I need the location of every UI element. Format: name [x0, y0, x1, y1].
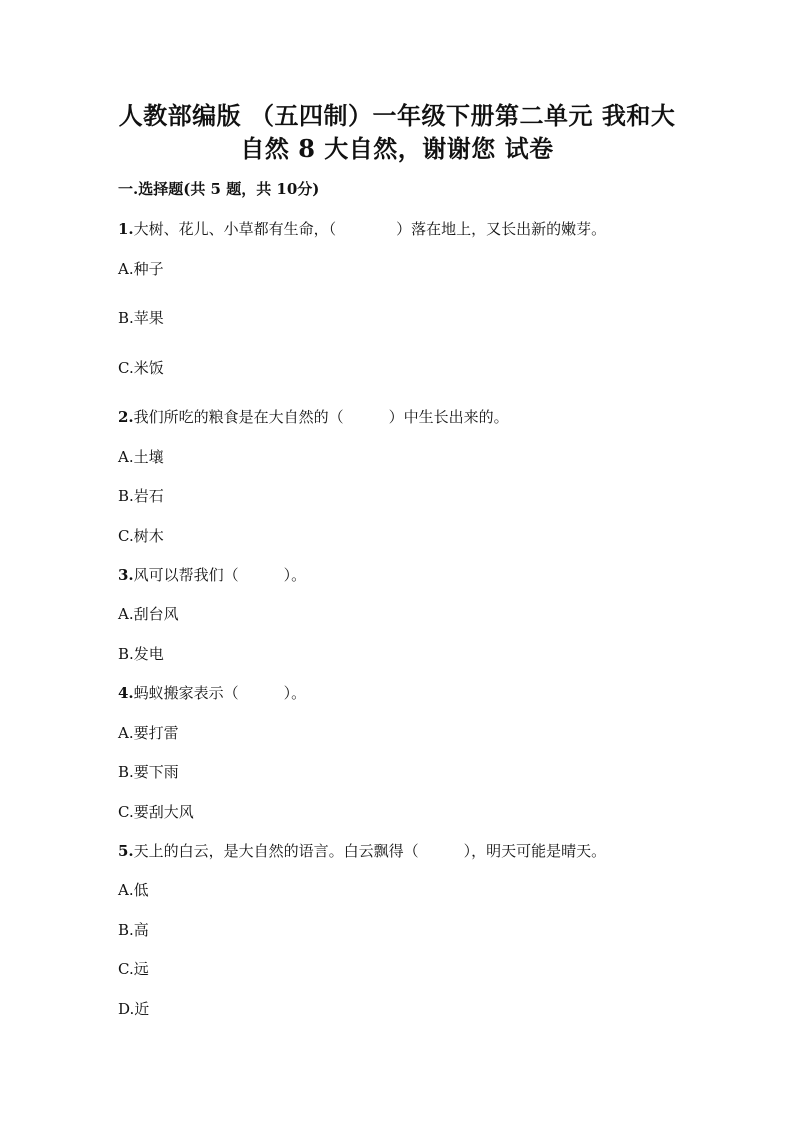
question-number: 3. [118, 566, 134, 584]
question-2 [118, 406, 509, 427]
q5-option-b: B.高 [118, 921, 149, 939]
question-text: 蚂蚁搬家表示（ ）。 [133, 684, 307, 702]
q4-option-a: A.要打雷 [118, 724, 179, 742]
question-4 [118, 682, 306, 703]
q5-option-c: C.远 [118, 960, 149, 978]
q2-option-b: B.岩石 [118, 487, 164, 505]
q2-option-c: C.树木 [118, 527, 164, 545]
question-number: 5. [118, 842, 134, 860]
question-1 [118, 218, 606, 239]
question-3 [118, 564, 306, 585]
q4-option-c: C.要刮大风 [118, 803, 194, 821]
q3-option-a: A.刮台风 [118, 605, 179, 623]
question-text: 天上的白云，是大自然的语言。白云飘得（ ），明天可能是晴天。 [133, 842, 607, 860]
question-number: 2. [118, 408, 134, 426]
q5-option-a: A.低 [118, 881, 149, 899]
q1-option-b: B.苹果 [118, 309, 164, 327]
q5-option-d: D.近 [118, 1000, 150, 1018]
question-number: 1. [118, 220, 134, 238]
q4-option-b: B.要下雨 [118, 763, 179, 781]
q3-option-b: B.发电 [118, 645, 164, 663]
question-text: 大树、花儿、小草都有生命，（ ）落在地上，又长出新的嫩芽。 [133, 220, 607, 238]
question-number: 4. [118, 684, 134, 702]
q1-option-a: A.种子 [118, 260, 164, 278]
section-heading: 一.选择题(共 5 题，共 10分) [118, 180, 320, 198]
page-title-line-1: 人教部编版 （五四制）一年级下册第二单元 我和大 [118, 101, 676, 130]
question-text: 我们所吃的粮食是在大自然的（ ）中生长出来的。 [133, 408, 509, 426]
question-text: 风可以帮我们（ ）。 [133, 566, 307, 584]
q1-option-c: C.米饭 [118, 359, 164, 377]
q2-option-a: A.土壤 [118, 448, 164, 466]
page-title-line-2: 自然 8 大自然，谢谢您 试卷 [240, 134, 554, 163]
question-5 [118, 840, 606, 861]
